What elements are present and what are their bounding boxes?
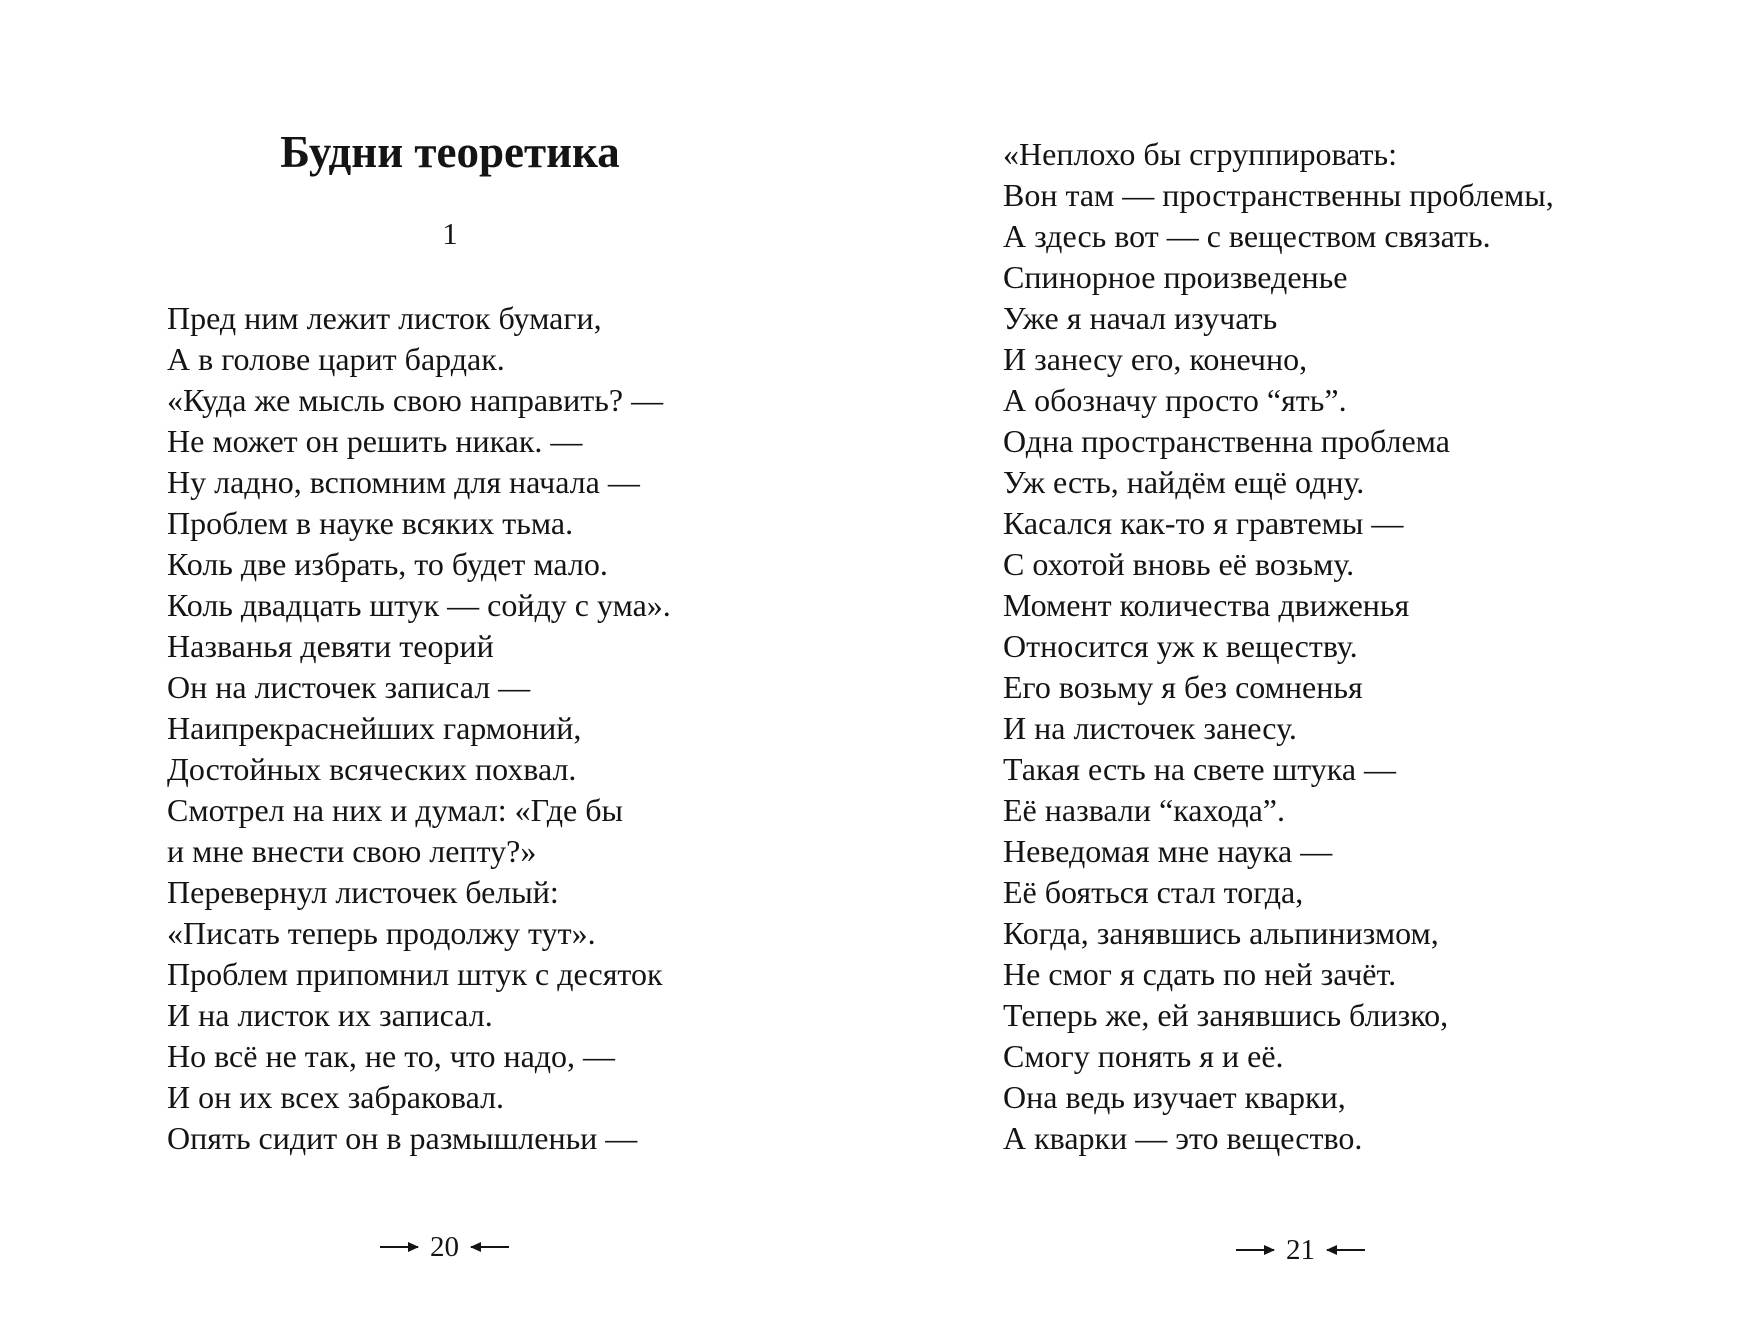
poem-line: Коль две избрать, то будет мало. — [167, 546, 608, 582]
poem-line: А кварки — это вещество. — [1003, 1120, 1363, 1156]
poem-line: А обозначу просто “ять”. — [1003, 382, 1347, 418]
poem-line: Момент количества движенья — [1003, 587, 1410, 623]
poem-lines-right — [1003, 134, 1554, 1159]
poem-line: Одна пространственна проблема — [1003, 423, 1450, 459]
poem-title: Будни теоретика — [280, 127, 620, 177]
poem-line: Уже я начал изучать — [1003, 300, 1278, 336]
poem-line: Не может он решить никак. — — [167, 423, 583, 459]
poem-line: Коль двадцать штук — сойду с ума». — [167, 587, 671, 623]
poem-line: И на листок их записал. — [167, 997, 493, 1033]
poem-line: И занесу его, конечно, — [1003, 341, 1308, 377]
poem-line: Его возьму я без сомненья — [1003, 669, 1363, 705]
poem-line: Смотрел на них и думал: «Где бы — [167, 792, 624, 828]
poem-line: Проблем в науке всяких тьма. — [167, 505, 574, 541]
section-number: 1 — [442, 216, 458, 251]
poem-line: Не смог я сдать по ней зачёт. — [1003, 956, 1397, 992]
poem-line: «Куда же мысль свою направить? — — [167, 382, 664, 418]
poem-line: Достойных всяческих похвал. — [167, 751, 577, 787]
poem-line: Ну ладно, вспомним для начала — — [167, 464, 640, 500]
page-number: 20 — [430, 1231, 459, 1263]
poem-line: Такая есть на свете штука — — [1003, 751, 1397, 787]
page-number-right — [1236, 1232, 1365, 1268]
poem-line: Её назвали “кахода”. — [1003, 792, 1285, 828]
poem-line: «Писать теперь продолжу тут». — [167, 915, 596, 951]
poem-line: А здесь вот — с веществом связать. — [1003, 218, 1491, 254]
poem-line: Пред ним лежит листок бумаги, — [167, 300, 602, 336]
poem-line: А в голове царит бардак. — [167, 341, 505, 377]
right-page — [868, 0, 1737, 1321]
poem-line: Уж есть, найдём ещё одну. — [1003, 464, 1365, 500]
poem-line: Наипрекраснейших гармоний, — [167, 710, 582, 746]
arrow-right-icon — [1236, 1244, 1274, 1256]
arrow-left-icon — [471, 1241, 509, 1253]
poem-line: Названья девяти теорий — [167, 628, 494, 664]
poem-line: Относится уж к веществу. — [1003, 628, 1358, 664]
poem-line: Её бояться стал тогда, — [1003, 874, 1304, 910]
poem-line: С охотой вновь её возьму. — [1003, 546, 1355, 582]
poem-line: Опять сидит он в размышленьи — — [167, 1120, 638, 1156]
left-page — [0, 0, 868, 1321]
page-number: 21 — [1286, 1234, 1315, 1266]
poem-line: Но всё не так, не то, что надо, — — [167, 1038, 616, 1074]
arrow-left-icon — [1327, 1244, 1365, 1256]
poem-line: Неведомая мне наука — — [1003, 833, 1333, 869]
poem-line: Теперь же, ей занявшись близко, — [1003, 997, 1449, 1033]
poem-line: Он на листочек записал — — [167, 669, 531, 705]
poem-lines-left — [167, 298, 671, 1159]
page-number-left — [380, 1229, 509, 1265]
poem-line: Когда, занявшись альпинизмом, — [1003, 915, 1439, 951]
poem-line: Перевернул листочек белый: — [167, 874, 559, 910]
poem-line: и мне внести свою лепту?» — [167, 833, 537, 869]
poem-line: Проблем припомнил штук с десяток — [167, 956, 663, 992]
poem-line: Спинорное произведенье — [1003, 259, 1348, 295]
poem-line: Касался как-то я гравтемы — — [1003, 505, 1404, 541]
poem-line: И он их всех забраковал. — [167, 1079, 505, 1115]
poem-line: Смогу понять я и её. — [1003, 1038, 1284, 1074]
arrow-right-icon — [380, 1241, 418, 1253]
poem-line: Она ведь изучает кварки, — [1003, 1079, 1346, 1115]
poem-line: Вон там — пространственны проблемы, — [1003, 177, 1554, 213]
poem-line: «Неплохо бы сгруппировать: — [1003, 136, 1397, 172]
poem-line: И на листочек занесу. — [1003, 710, 1297, 746]
